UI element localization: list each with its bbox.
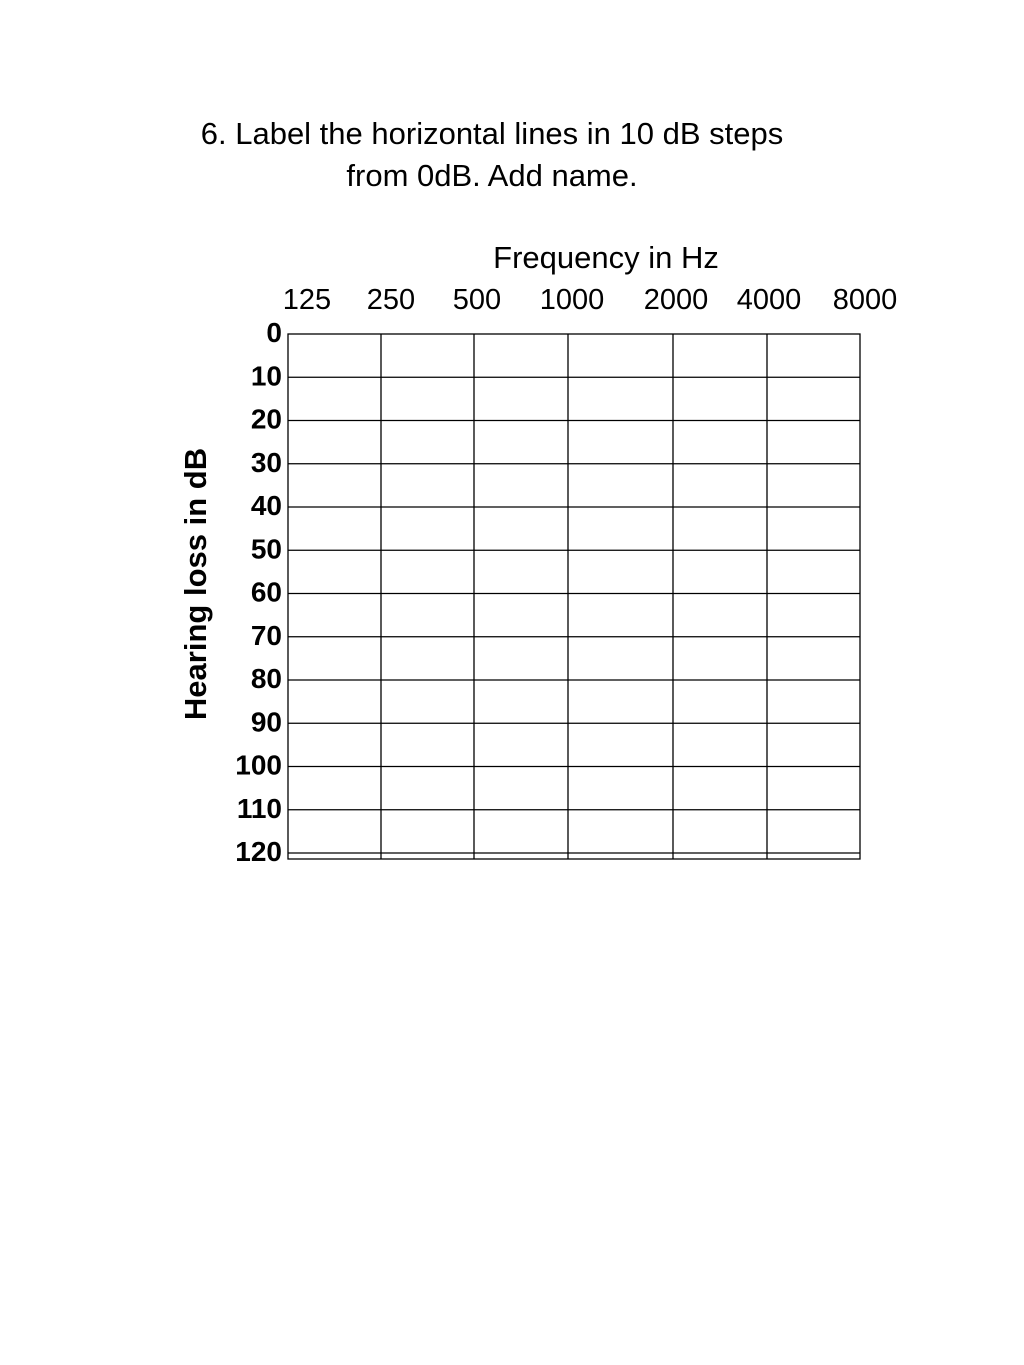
instructions-line-1: 6. Label the horizontal lines in 10 dB steps [200, 116, 784, 151]
y-tick-label: 20 [250, 403, 282, 435]
y-tick-label: 110 [236, 792, 282, 824]
y-tick-label: 40 [250, 490, 282, 521]
x-tick-labels [283, 284, 897, 316]
x-tick-label: 1000 [539, 284, 605, 316]
y-tick-label: 30 [250, 446, 282, 478]
instructions-line-2: from 0dB. Add name. [346, 158, 638, 193]
y-tick-label: 120 [235, 836, 282, 867]
x-axis-label: Frequency in Hz [493, 240, 719, 275]
y-tick-label: 10 [250, 360, 282, 392]
y-tick-label: 70 [250, 619, 282, 651]
x-tick-label: 500 [452, 284, 502, 316]
x-tick-label: 4000 [736, 284, 802, 316]
y-tick-labels [235, 317, 282, 867]
x-tick-label: 2000 [643, 284, 709, 316]
y-axis-label: Hearing loss in dB [178, 447, 213, 721]
y-tick-label: 50 [250, 533, 282, 565]
plot-frame [288, 334, 860, 859]
x-tick-label: 250 [366, 284, 416, 316]
y-tick-label: 100 [235, 749, 282, 781]
y-tick-label: 60 [250, 576, 282, 608]
x-tick-label: 125 [282, 284, 332, 316]
x-tick-label: 8000 [832, 284, 898, 316]
grid [288, 334, 860, 859]
y-tick-label: 90 [250, 706, 282, 738]
y-tick-label: 80 [250, 663, 282, 694]
y-tick-label: 0 [266, 317, 282, 348]
